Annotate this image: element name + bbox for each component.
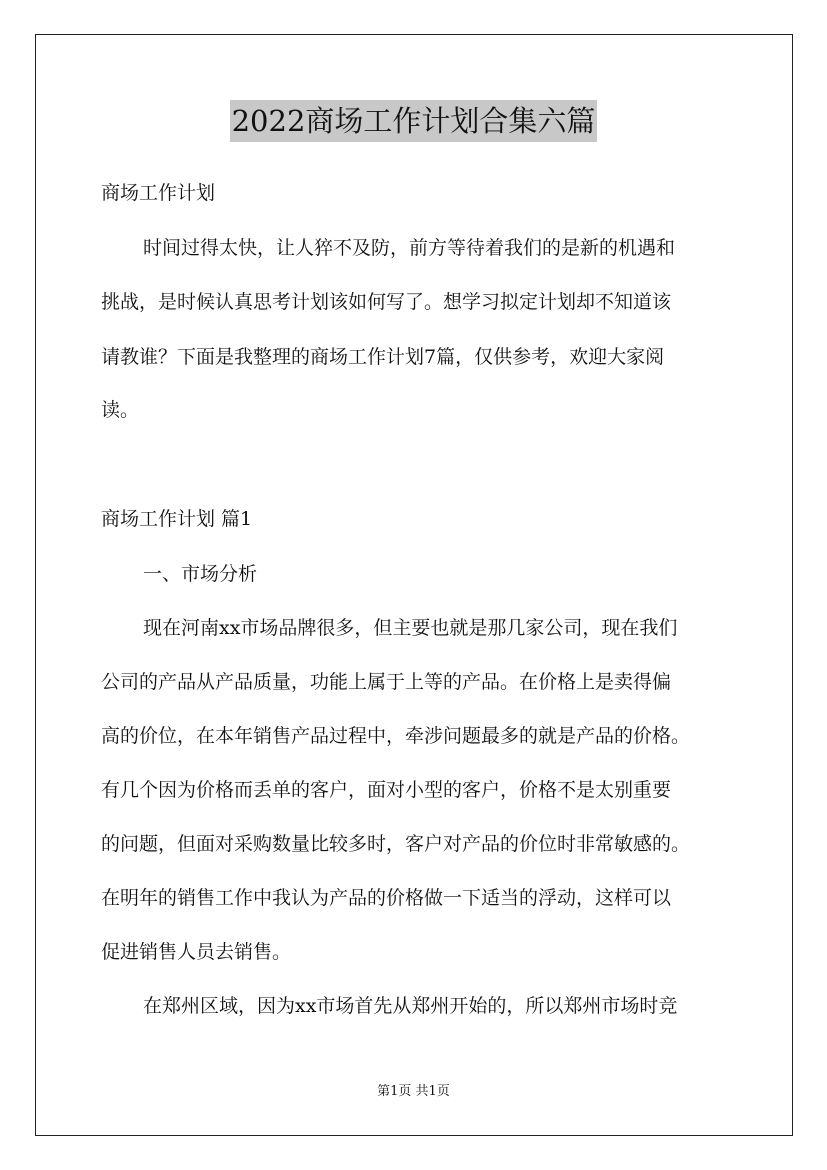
page-number-footer: 第1页 共1页 — [377, 1084, 450, 1099]
intro-paragraph-line: 请教谁？下面是我整理的商场工作计划7篇，仅供参考，欢迎大家阅 — [101, 346, 665, 368]
body-paragraph-line: 高的价位，在本年销售产品过程中，牵涉问题最多的就是产品的价格。 — [101, 725, 691, 747]
document-title-text: 2022商场工作计划合集六篇 — [230, 100, 598, 142]
body-paragraph-line: 在明年的销售工作中我认为产品的价格做一下适当的浮动，这样可以 — [101, 887, 672, 909]
body-paragraph-line: 促进销售人员去销售。 — [101, 941, 292, 963]
body-paragraph-line: 公司的产品从产品质量，功能上属于上等的产品。在价格上是卖得偏 — [101, 671, 672, 693]
subsection-heading: 一、市场分析 — [143, 563, 258, 585]
intro-paragraph-line: 读。 — [101, 399, 140, 421]
body-paragraph-line: 的问题，但面对采购数量比较多时，客户对产品的价位时非常敏感的。 — [101, 833, 691, 855]
intro-paragraph-line: 挑战，是时候认真思考计划该如何写了。想学习拟定计划却不知道该 — [101, 291, 672, 313]
body-paragraph-line: 在郑州区域，因为xx市场首先从郑州开始的，所以郑州市场时竞 — [143, 995, 678, 1017]
body-paragraph-line: 有几个因为价格而丢单的客户，面对小型的客户，价格不是太别重要 — [101, 779, 672, 801]
body-paragraph-line: 现在河南xx市场品牌很多，但主要也就是那几家公司，现在我们 — [143, 617, 678, 639]
section-heading: 商场工作计划 — [101, 182, 216, 204]
chapter-heading: 商场工作计划 篇1 — [101, 508, 253, 530]
document-title — [0, 100, 827, 142]
intro-paragraph-line: 时间过得太快，让人猝不及防，前方等待着我们的是新的机遇和 — [143, 237, 676, 259]
